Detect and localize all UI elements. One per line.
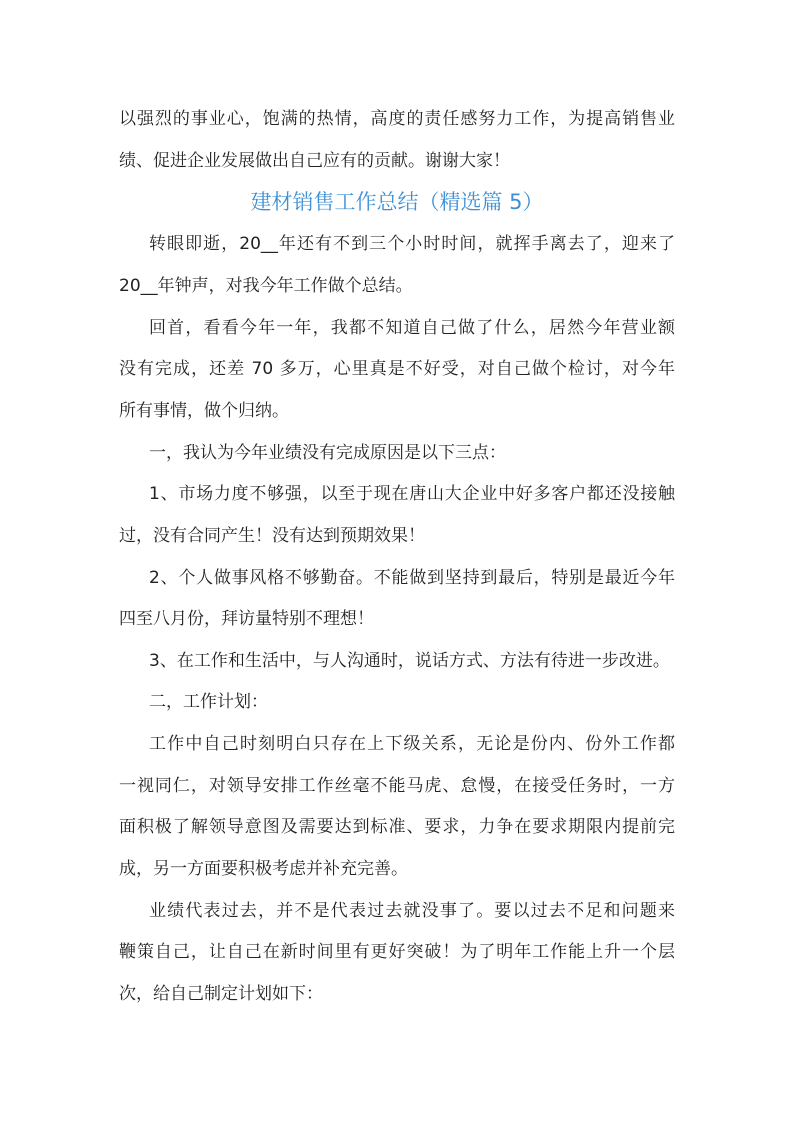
paragraph-line: 二，工作计划： — [149, 692, 268, 712]
paragraph-line: 工作中自己时刻明白只存在上下级关系，无论是份内、份外工作都 — [149, 734, 675, 754]
paragraph-line: 业绩代表过去，并不是代表过去就没事了。要以过去不足和问题来 — [149, 901, 675, 921]
paragraph-line: 没有完成，还差 70 多万，心里真是不好受，对自己做个检讨，对今年 — [119, 359, 675, 379]
paragraph-line: 四至八月份，拜访量特别不理想！ — [119, 609, 374, 629]
paragraph-line: 一视同仁，对领导安排工作丝毫不能马虎、怠慢，在接受任务时，一方 — [119, 776, 675, 796]
text-line: 以强烈的事业心，饱满的热情，高度的责任感努力工作，为提高销售业 — [119, 109, 675, 129]
text-line: 绩、促进企业发展做出自己应有的贡献。谢谢大家！ — [119, 151, 510, 171]
paragraph-line: 面积极了解领导意图及需要达到标准、要求，力争在要求期限内提前完 — [119, 817, 675, 837]
paragraph-line: 成，另一方面要积极考虑并补充完善。 — [119, 859, 408, 879]
paragraph-line: 过，没有合同产生！没有达到预期效果！ — [119, 526, 425, 546]
paragraph-line: 3、在工作和生活中，与人沟通时，说话方式、方法有待进一步改进。 — [149, 651, 670, 671]
paragraph-line: 转眼即逝，20__年还有不到三个小时时间，就挥手离去了，迎来了 — [149, 234, 675, 254]
paragraph-line: 2、个人做事风格不够勤奋。不能做到坚持到最后，特别是最近今年 — [149, 568, 675, 588]
paragraph-line: 回首，看看今年一年，我都不知道自己做了什么，居然今年营业额 — [149, 318, 675, 338]
paragraph-line: 1、市场力度不够强，以至于现在唐山大企业中好多客户都还没接触 — [149, 484, 675, 504]
paragraph-line: 次，给自己制定计划如下： — [119, 984, 323, 1004]
paragraph-line: 鞭策自己，让自己在新时间里有更好突破！为了明年工作能上升一个层 — [119, 942, 675, 962]
section-title: 建材销售工作总结（精选篇 5） — [250, 190, 544, 214]
paragraph-line: 一，我认为今年业绩没有完成原因是以下三点： — [149, 443, 506, 463]
paragraph-line: 所有事情，做个归纳。 — [119, 401, 289, 421]
paragraph-line: 20__年钟声，对我今年工作做个总结。 — [119, 276, 413, 296]
